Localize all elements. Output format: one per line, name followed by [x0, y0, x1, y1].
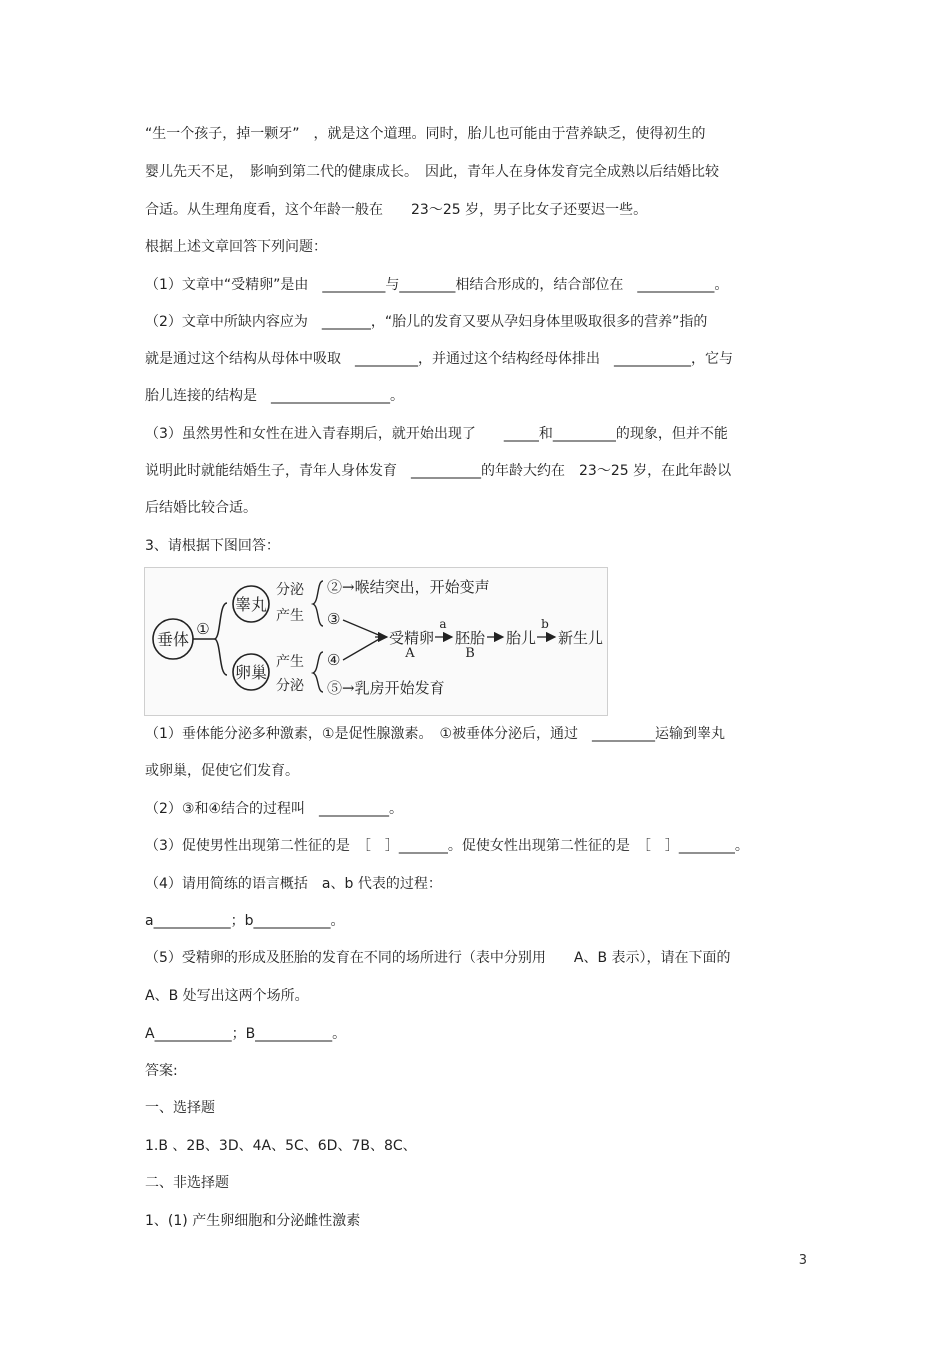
text-line: 婴儿先天不足， 影响到第二代的健康成长。 因此，青年人在身体发育完全成熟以后结婚比较 — [145, 164, 719, 180]
question-line: （4）请用简练的语言概括 a、b 代表的过程： — [145, 876, 442, 892]
produce-label: 产生 — [276, 608, 304, 624]
item4-label: ④ — [327, 651, 341, 669]
item2-text: ②→喉结突出，开始变声 — [327, 578, 490, 596]
question-line: （2）③和④结合的过程叫 __________。 — [145, 801, 404, 817]
question-line: （3）虽然男性和女性在进入青春期后，就开始出现了 _____和_________的现象，但并不能 — [145, 426, 728, 442]
testis-label: 睾丸 — [234, 595, 268, 614]
arrow-b-label: b — [541, 617, 549, 631]
text-line: “生一个孩子，掉一颗牙” ，就是这个道理。同时，胎儿也可能由于营养缺乏，使得初生的 — [145, 126, 706, 142]
answer-line: 1.B 、2B、3D、4A、5C、6D、7B、8C、 — [145, 1138, 417, 1154]
section-heading: 3、请根据下图回答： — [145, 538, 280, 554]
step1-label: ① — [196, 620, 210, 638]
question-line: 就是通过这个结构从母体中吸取 _________，并通过这个结构经母体排出 ___________，它与 — [145, 351, 733, 367]
text-line: 合适。从生理角度看，这个年龄一般在 23～25 岁，男子比女子还要迟一些。 — [145, 202, 648, 218]
question-line: A、B 处写出这两个场所。 — [145, 988, 309, 1004]
label-A: A — [405, 646, 415, 661]
ovary-label: 卵巢 — [234, 663, 268, 682]
answer-section: 一、选择题 — [145, 1100, 215, 1116]
brace — [313, 581, 323, 626]
question-line: A___________；B___________。 — [145, 1026, 347, 1042]
question-line: 后结婚比较合适。 — [145, 500, 257, 516]
question-line: （3）促使男性出现第二性征的是 ［ ］_______。促使女性出现第二性征的是 ［ ］________。 — [145, 838, 749, 854]
hormone-reproduction-diagram — [144, 567, 608, 716]
question-line: （1）文章中“受精卵”是由 _________与________相结合形成的，结合部位在 ___________。 — [145, 277, 729, 293]
brace — [313, 652, 323, 692]
item3-label: ③ — [327, 610, 341, 628]
question-line: （2）文章中所缺内容应为 _______，“胎儿的发育又要从孕妇身体里吸取很多的营养”指的 — [145, 314, 708, 330]
secrete-label: 分泌 — [276, 582, 304, 598]
text-line: 根据上述文章回答下列问题： — [145, 239, 327, 255]
arrow-a-label: a — [439, 617, 447, 631]
brace — [215, 603, 227, 675]
question-line: 胎儿连接的结构是 _________________。 — [145, 388, 404, 404]
embryo-label: 胚胎 — [455, 629, 486, 647]
question-line: （5）受精卵的形成及胚胎的发育在不同的场所进行（表中分别用 A、B 表示），请在下面的 — [145, 950, 731, 966]
answer-section: 二、非选择题 — [145, 1175, 229, 1191]
question-line: 说明此时就能结婚生子，青年人身体发育 __________的年龄大约在 23～25 岁，在此年龄以 — [145, 463, 732, 479]
fetus-label: 胎儿 — [506, 629, 537, 647]
answer-heading: 答案: — [145, 1063, 178, 1079]
produce-label: 产生 — [276, 654, 304, 670]
pituitary-label: 垂体 — [156, 630, 190, 649]
label-B: B — [465, 646, 475, 661]
secrete-label: 分泌 — [276, 678, 304, 694]
newborn-label: 新生儿 — [558, 629, 604, 647]
question-line: 或卵巢，促使它们发育。 — [145, 763, 299, 779]
zygote-label: 受精卵 — [389, 629, 435, 647]
question-line: a___________；b___________。 — [145, 913, 345, 929]
question-line: （1）垂体能分泌多种激素，①是促性腺激素。 ①被垂体分泌后，通过 _________运输到睾丸 — [145, 726, 726, 742]
item5-text: ⑤→乳房开始发育 — [327, 679, 445, 697]
answer-line: 1、(1) 产生卵细胞和分泌雌性激素 — [145, 1213, 361, 1229]
page-number: 3 — [798, 1253, 807, 1268]
